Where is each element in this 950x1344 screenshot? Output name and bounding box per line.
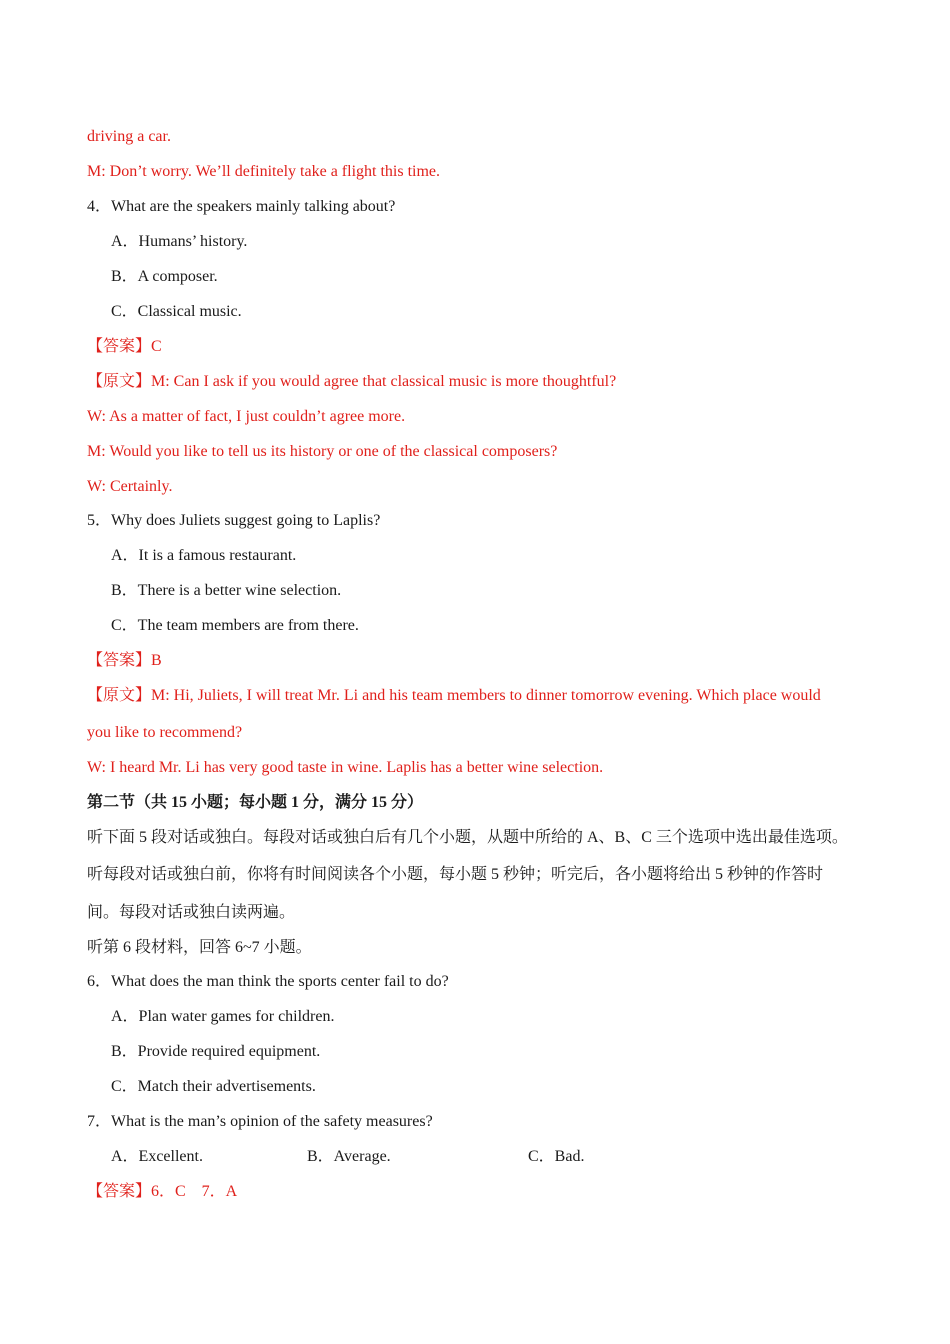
question-7-stem: 7．What is the man’s opinion of the safety measures? (87, 1113, 433, 1130)
q5-transcript-line: W: I heard Mr. Li has very good taste in wine. Laplis has a better wine selection. (87, 759, 604, 776)
q6-7-answer: 【答案】6．C 7．A (87, 1183, 238, 1200)
material-instruction: 听第 6 段材料，回答 6~7 小题。 (87, 939, 312, 956)
question-5-stem: 5．Why does Juliets suggest going to Laplis? (87, 512, 381, 529)
section-2-instruction: 听每段对话或独白前，你将有时间阅读各个小题，每小题 5 秒钟；听完后，各小题将给出 5 秒钟的作答时 (87, 866, 824, 883)
q5-option-b: B．There is a better wine selection. (111, 582, 342, 599)
question-4-stem: 4．What are the speakers mainly talking about? (87, 198, 396, 215)
q4-option-c: C．Classical music. (111, 303, 242, 320)
transcript-line: driving a car. (87, 128, 171, 145)
q4-answer: 【答案】C (87, 338, 162, 355)
section-2-heading: 第二节（共 15 小题；每小题 1 分，满分 15 分） (87, 794, 424, 811)
question-6-stem: 6．What does the man think the sports center fail to do? (87, 973, 449, 990)
q5-transcript-line: you like to recommend? (87, 724, 243, 741)
q5-transcript-line: 【原文】M: Hi, Juliets, I will treat Mr. Li and his team members to dinner tomorrow evening. Which place would (87, 687, 821, 704)
q5-option-c: C．The team members are from there. (111, 617, 359, 634)
q6-option-a: A．Plan water games for children. (111, 1008, 335, 1025)
q7-option-c: C．Bad. (528, 1148, 585, 1165)
q4-option-a: A．Humans’ history. (111, 233, 248, 250)
q7-option-a: A．Excellent. (111, 1148, 203, 1165)
q4-option-b: B．A composer. (111, 268, 218, 285)
q5-answer: 【答案】B (87, 652, 162, 669)
q7-option-b: B．Average. (307, 1148, 391, 1165)
q4-transcript-line: W: As a matter of fact, I just couldn’t agree more. (87, 408, 406, 425)
q4-transcript-line: 【原文】M: Can I ask if you would agree that classical music is more thoughtful? (87, 373, 617, 390)
q6-option-c: C．Match their advertisements. (111, 1078, 316, 1095)
q4-transcript-line: W: Certainly. (87, 478, 173, 495)
q5-option-a: A．It is a famous restaurant. (111, 547, 297, 564)
transcript-line: M: Don’t worry. We’ll definitely take a flight this time. (87, 163, 441, 180)
section-2-instruction: 听下面 5 段对话或独白。每段对话或独白后有几个小题，从题中所给的 A、B、C 三个选项中选出最佳选项。 (87, 829, 848, 846)
section-2-instruction: 间。每段对话或独白读两遍。 (87, 904, 296, 921)
q4-transcript-line: M: Would you like to tell us its history or one of the classical composers? (87, 443, 558, 460)
q6-option-b: B．Provide required equipment. (111, 1043, 321, 1060)
